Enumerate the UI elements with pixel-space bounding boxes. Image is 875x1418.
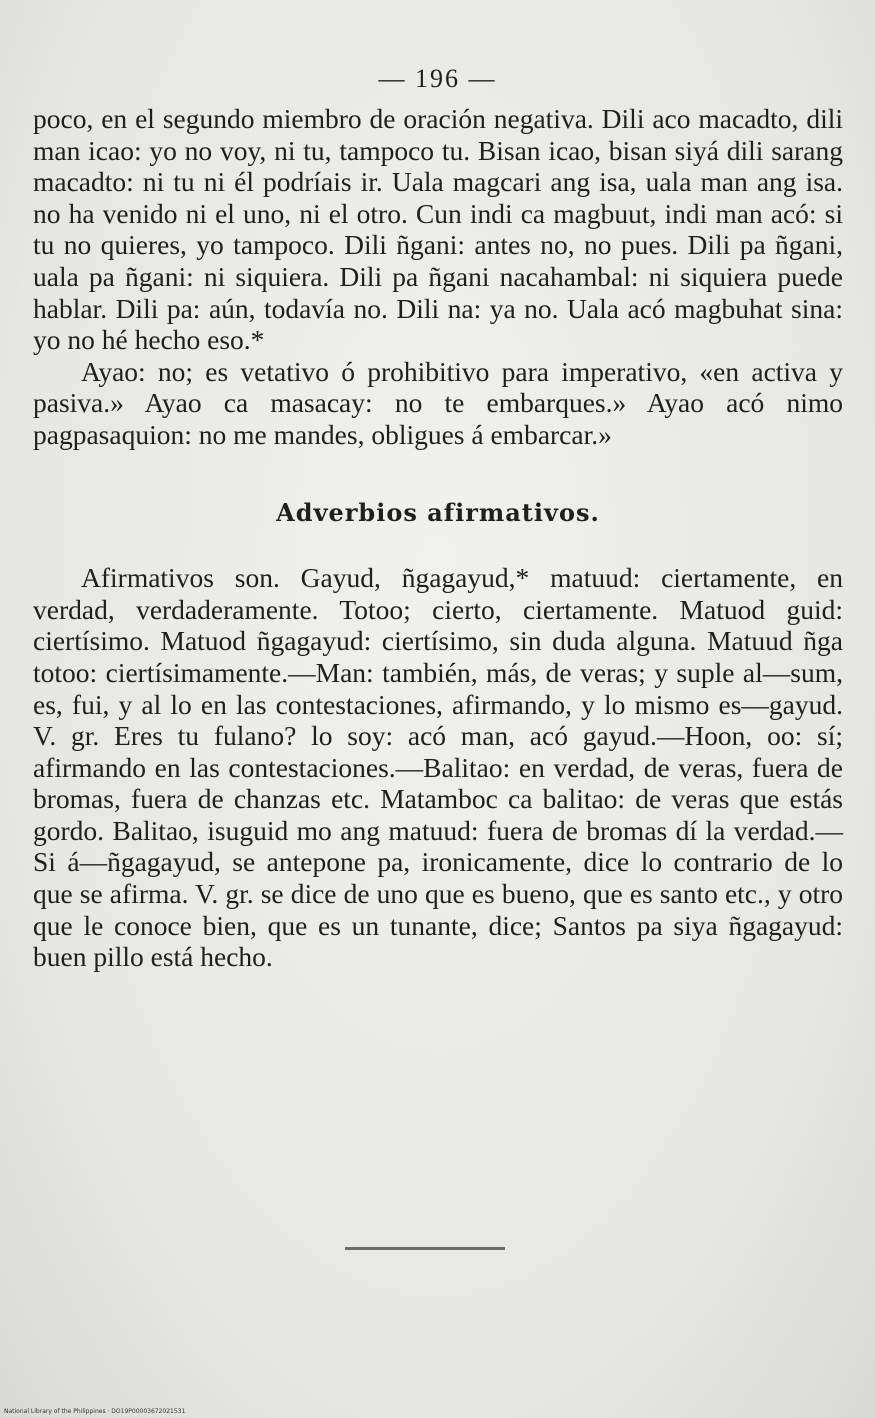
section-heading: Adverbios afirmativos. <box>276 497 600 527</box>
body-text <box>33 103 843 973</box>
end-rule <box>345 1247 505 1250</box>
paragraph-negation-continued: poco, en el segundo miembro de oración negativa. Dili aco macadto, dili man icao: yo no voy, ni tu, tampoco tu. Bisan icao, bisan siyá dili sarang macadto: ni tu ni él podríais ir. Uala magcari ang isa, uala man ang isa. no ha venido ni el uno, ni el otro. Cun indi ca magbuut, indi man acó: si tu no quieres, yo tampoco. Dili ñgani: antes no, no pues. Dili pa ñgani, uala pa ñgani: ni siquiera. Dili pa ñgani nacahambal: ni siquiera puede hablar. Dili pa: aún, todavía no. Dili na: ya no. Uala acó magbuhat sina: yo no hé hecho eso.* <box>33 103 843 356</box>
paragraph-afirmativos: Afirmativos son. Gayud, ñgagayud,* matuud: ciertamente, en verdad, verdaderamente. Totoo; cierto, ciertamente. Matuod guid: ciertísimo. Matuod ñgagayud: ciertísimo, sin duda alguna. Matuud ñga totoo: ciertísimamente.—Man: también, más, de veras; y suple al—sum, es, fui, y al lo en las contestaciones, afirmando, y lo mismo es—gayud. V. gr. Eres tu fulano? lo soy: acó man, acó gayud.—Hoon, oo: sí; afirmando en las contestaciones.—Balitao: en verdad, de veras, fuera de bromas, fuera de chanzas etc. Matamboc ca balitao: de veras que estás gordo. Balitao, isuguid mo ang matuud: fuera de bromas dí la verdad.—Si á—ñgagayud, se antepone pa, ironicamente, dice lo contrario de lo que se afirma. V. gr. se dice de uno que es bueno, que es santo etc., y otro que le conoce bien, que es un tunante, dice; Santos pa siya ñgagayud: buen pillo está hecho. <box>33 562 843 973</box>
footer-credit: National Library of the Philippines · DO19P00003672021531 <box>4 1408 186 1415</box>
page-number: — 196 — <box>378 64 497 93</box>
paragraph-ayao: Ayao: no; es vetativo ó prohibitivo para imperativo, «en activa y pasiva.» Ayao ca masacay: no te embarques.» Ayao acó nimo pagpasaquion: no me mandes, obligues á embarcar.» <box>33 355 843 450</box>
